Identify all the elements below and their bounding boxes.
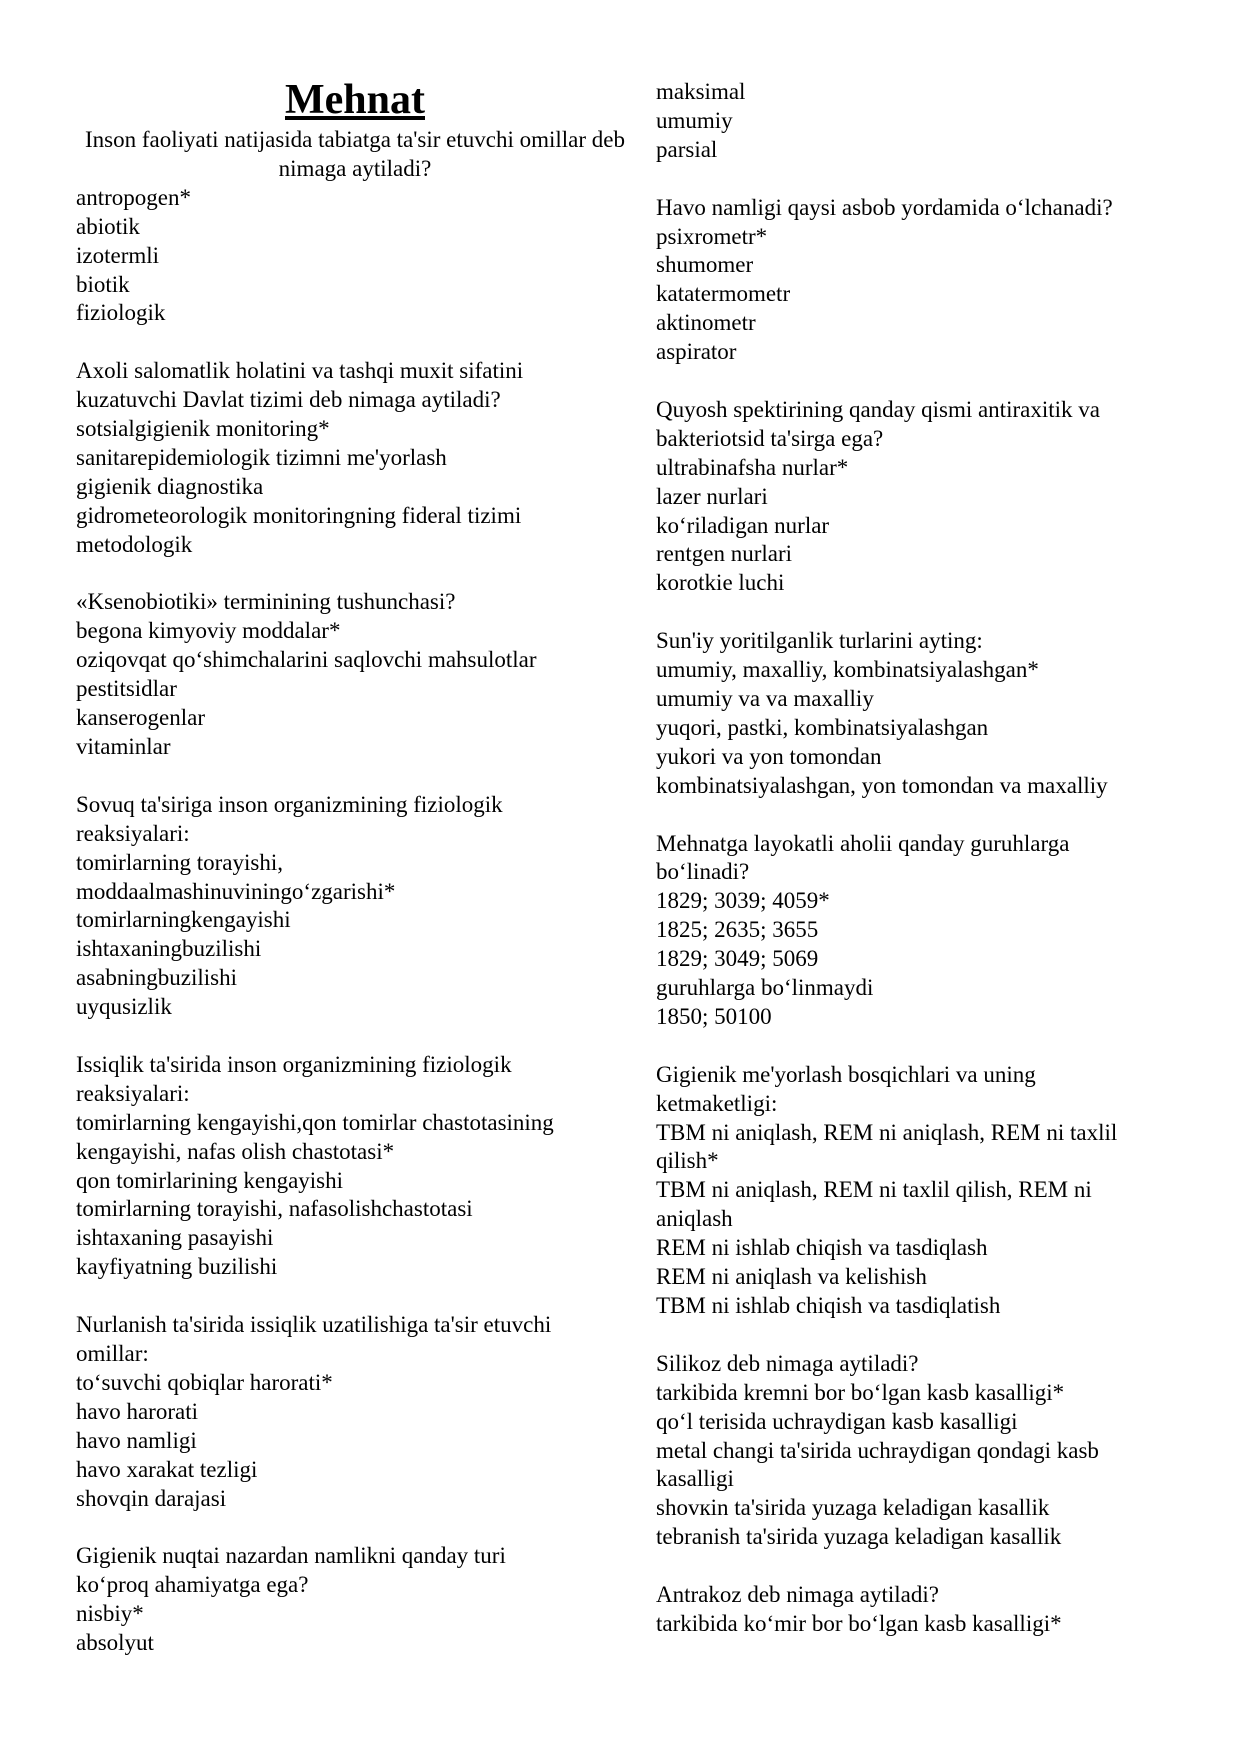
text-line: tarkibida ko‘mir bor bo‘lgan kasb kasalligi*: [656, 1610, 1062, 1636]
text-line: Issiqlik ta'sirida inson organizmining fiziologik: [76, 1051, 512, 1077]
text-line: tomirlarning torayishi,: [76, 849, 283, 875]
left-column-content: [76, 126, 634, 1658]
right-column: [656, 78, 1176, 1639]
text-line: lazer nurlari: [656, 483, 768, 509]
text-line: metal changi ta'sirida uchraydigan qondagi kasb: [656, 1437, 1099, 1463]
text-line: havo xarakat tezligi: [76, 1456, 258, 1482]
text-line: sotsialgigienik monitoring*: [76, 416, 330, 442]
paragraph-gap: [656, 165, 1176, 194]
text-line: tarkibida kremni bor bo‘lgan kasb kasalligi*: [656, 1379, 1065, 1405]
text-line: kasalligi: [656, 1466, 734, 1492]
text-line: aspirator: [656, 339, 737, 365]
text-line: gidrometeorologik monitoringning fideral tizimi: [76, 502, 522, 528]
text-line: ko‘riladigan nurlar: [656, 512, 830, 538]
text-line: absolyut: [76, 1630, 154, 1656]
text-line: biotik: [76, 271, 130, 297]
text-line: aktinometr: [656, 310, 756, 336]
text-line: ko‘proq ahamiyatga ega?: [76, 1572, 309, 1598]
text-line: havo namligi: [76, 1427, 197, 1453]
text-line: umumiy, maxalliy, kombinatsiyalashgan*: [656, 657, 1039, 683]
text-line: kanserogenlar: [76, 705, 205, 731]
text-line: begona kimyoviy moddalar*: [76, 618, 341, 644]
text-line: Sovuq ta'siriga inson organizmining fiziologik: [76, 791, 503, 817]
text-line: asabningbuzilishi: [76, 965, 237, 991]
text-line: havo harorati: [76, 1398, 198, 1424]
text-line: 1829; 3039; 4059*: [656, 888, 830, 914]
text-line: fiziologik: [76, 300, 166, 326]
text-line: aniqlash: [656, 1206, 733, 1232]
text-line: ishtaxaning pasayishi: [76, 1225, 274, 1251]
text-line: 1825; 2635; 3655: [656, 917, 819, 943]
text-line: katatermometr: [656, 281, 791, 307]
text-line: uyqusizlik: [76, 994, 172, 1020]
text-line: nisbiy*: [76, 1601, 144, 1627]
text-line: vitaminlar: [76, 734, 171, 759]
text-line: pestitsidlar: [76, 676, 177, 702]
paragraph-gap: [76, 762, 634, 791]
text-line: gigienik diagnostika: [76, 473, 264, 499]
text-line: Gigienik nuqtai nazardan namlikni qanday turi: [76, 1543, 506, 1569]
text-line: tomirlarning torayishi, nafasolishchastotasi: [76, 1196, 473, 1222]
text-line: parsial: [656, 136, 718, 162]
text-line: bakteriotsid ta'sirga ega?: [656, 425, 884, 451]
text-line: tomirlarningkengayishi: [76, 907, 291, 933]
text-line: izotermli: [76, 242, 160, 268]
paragraph-gap: [656, 598, 1176, 627]
text-line: «Ksenobiotiki» terminining tushunchasi?: [76, 589, 456, 615]
text-line: kengayishi, nafas olish chastotasi*: [76, 1138, 395, 1164]
text-line: kayfiyatning buzilishi: [76, 1254, 278, 1280]
first-question: Inson faoliyati natijasida tabiatga ta'sir etuvchi omillar deb nimaga aytiladi?: [84, 127, 625, 181]
text-line: omillar:: [76, 1340, 149, 1366]
text-line: ultrabinafsha nurlar*: [656, 454, 849, 480]
text-line: shovкin ta'sirida yuzaga keladigan kasallik: [656, 1495, 1050, 1521]
text-line: REM ni aniqlash va kelishish: [656, 1264, 927, 1290]
text-line: maksimal: [656, 79, 746, 104]
text-line: bo‘linadi?: [656, 859, 750, 885]
paragraph-gap: [76, 328, 634, 357]
text-line: antropogen*: [76, 184, 191, 210]
text-line: REM ni ishlab chiqish va tasdiqlash: [656, 1235, 988, 1261]
text-line: rentgen nurlari: [656, 541, 793, 567]
text-line: 1850; 50100: [656, 1003, 772, 1029]
paragraph-gap: [76, 1513, 634, 1542]
paragraph-gap: [76, 1022, 634, 1051]
text-line: yukori va yon tomondan: [656, 743, 882, 769]
text-line: sanitarepidemiologik tizimni me'yorlash: [76, 444, 447, 470]
text-line: Antrakoz deb nimaga aytiladi?: [656, 1582, 939, 1608]
paragraph-gap: [656, 1032, 1176, 1061]
text-line: TBM ni aniqlash, REM ni taxlil qilish, REM ni: [656, 1177, 1092, 1203]
text-line: Gigienik me'yorlash bosqichlari va uning: [656, 1061, 1036, 1087]
text-line: Sun'iy yoritilganlik turlarini ayting:: [656, 628, 983, 654]
text-line: ketmaketligi:: [656, 1090, 778, 1116]
text-line: tomirlarning kengayishi,qon tomirlar chastotasining: [76, 1109, 554, 1135]
right-column-content: [656, 78, 1176, 1639]
paragraph-gap: [656, 1321, 1176, 1350]
page-title: Mehnat: [285, 77, 425, 123]
text-line: yuqori, pastki, kombinatsiyalashgan: [656, 714, 989, 740]
text-line: guruhlarga bo‘linmaydi: [656, 975, 874, 1001]
paragraph-gap: [656, 367, 1176, 396]
paragraph-gap: [656, 1552, 1176, 1581]
text-line: 1829; 3049; 5069: [656, 946, 819, 972]
text-line: Quyosh spektirining qanday qismi antiraxitik va: [656, 396, 1100, 422]
text-line: Nurlanish ta'sirida issiqlik uzatilishiga ta'sir etuvchi: [76, 1312, 552, 1338]
text-line: Mehnatga layokatli aholii qanday guruhlarga: [656, 830, 1070, 856]
paragraph-gap: [76, 1282, 634, 1311]
text-line: Silikoz deb nimaga aytiladi?: [656, 1350, 919, 1376]
text-line: korotkie luchi: [656, 570, 785, 596]
text-line: ishtaxaningbuzilishi: [76, 936, 262, 962]
text-line: to‘suvchi qobiqlar harorati*: [76, 1369, 333, 1395]
text-line: reaksiyalari:: [76, 820, 190, 846]
text-line: reaksiyalari:: [76, 1080, 190, 1106]
text-line: tebranish ta'sirida yuzaga keladigan kasallik: [656, 1524, 1062, 1550]
text-line: qo‘l terisida uchraydigan kasb kasalligi: [656, 1408, 1018, 1434]
text-line: metodologik: [76, 531, 193, 557]
paragraph-gap: [656, 801, 1176, 830]
text-line: oziqovqat qo‘shimchalarini saqlovchi mahsulotlar: [76, 647, 537, 673]
text-line: TBM ni ishlab chiqish va tasdiqlatish: [656, 1292, 1001, 1318]
text-line: kombinatsiyalashgan, yon tomondan va maxalliy: [656, 772, 1108, 798]
text-line: kuzatuvchi Davlat tizimi deb nimaga aytiladi?: [76, 387, 501, 413]
text-line: psixrometr*: [656, 223, 768, 249]
paragraph-gap: [76, 560, 634, 589]
text-line: qilish*: [656, 1148, 719, 1174]
text-line: shumomer: [656, 252, 754, 278]
text-line: qon tomirlarining kengayishi: [76, 1167, 344, 1193]
text-line: moddaalmashinuviningo‘zgarishi*: [76, 878, 396, 904]
text-line: Axoli salomatlik holatini va tashqi muxit sifatini: [76, 358, 524, 384]
text-line: umumiy: [656, 107, 733, 133]
text-line: Havo namligi qaysi asbob yordamida o‘lchanadi?: [656, 194, 1113, 220]
text-line: umumiy va va maxalliy: [656, 685, 874, 711]
left-column: [76, 76, 634, 1658]
text-line: shovqin darajasi: [76, 1485, 227, 1511]
text-line: abiotik: [76, 213, 140, 239]
text-line: TBM ni aniqlash, REM ni aniqlash, REM ni taxlil: [656, 1119, 1118, 1145]
